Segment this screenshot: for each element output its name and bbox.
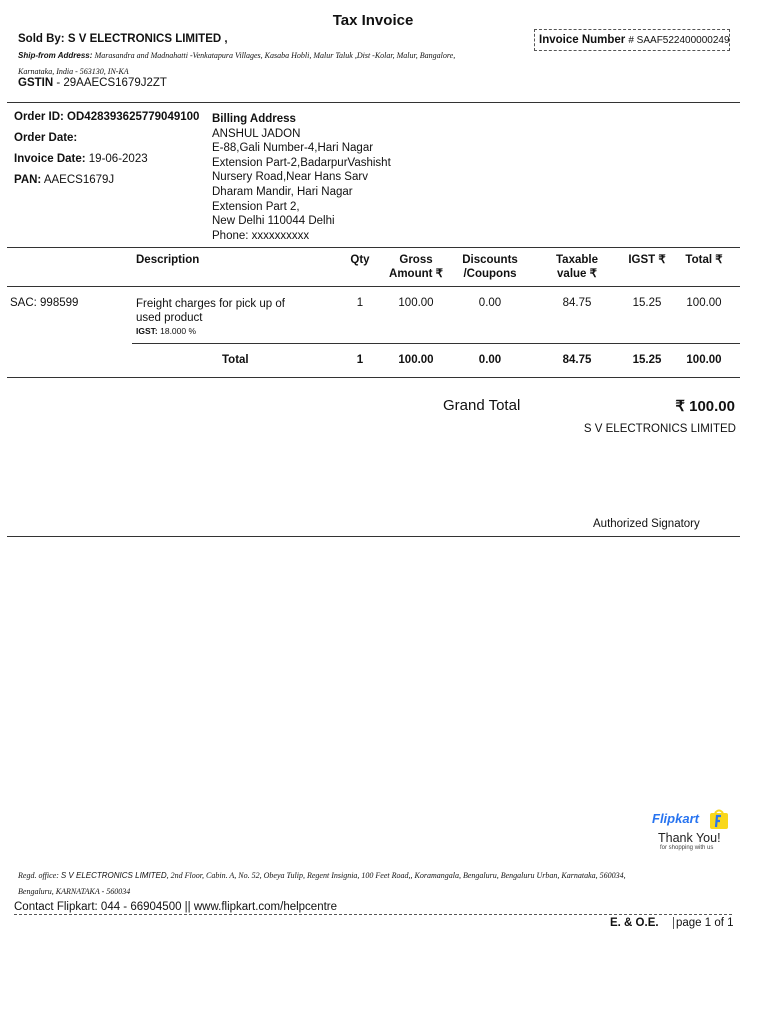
gstin xyxy=(18,77,167,89)
totals-gross: 100.00 xyxy=(398,354,434,366)
registered-office xyxy=(18,868,738,900)
col-header-gross-line2: Amount ₹ xyxy=(389,268,443,280)
billing-line: Phone: xxxxxxxxxx xyxy=(212,229,310,242)
flipkart-bag-icon xyxy=(708,808,730,830)
totals-total: 100.00 xyxy=(686,354,722,366)
order-id-label: Order ID: xyxy=(14,111,64,123)
col-header-discounts xyxy=(452,253,528,281)
totals-igst: 15.25 xyxy=(632,354,662,366)
authorized-signatory: Authorized Signatory xyxy=(593,518,700,530)
col-header-qty: Qty xyxy=(350,254,370,266)
order-id-value: OD428393625779049100 xyxy=(67,111,200,123)
totals-discount: 0.00 xyxy=(478,354,502,366)
pan-label: PAN: xyxy=(14,174,42,186)
billing-line: New Delhi 110044 Delhi xyxy=(212,215,335,228)
billing-line: ANSHUL JADON xyxy=(212,127,301,140)
pan xyxy=(14,174,114,186)
col-header-taxable-line2: value ₹ xyxy=(557,268,597,280)
item-description-line2: used product xyxy=(136,312,203,324)
col-header-discounts-line1: Discounts xyxy=(462,254,518,266)
invoice-date-value: 19-06-2023 xyxy=(88,153,148,165)
col-header-gross-line1: Gross xyxy=(399,254,433,266)
regd-line2: Bengaluru, KARNATAKA - 560034 xyxy=(18,887,131,896)
seller-name: S V ELECTRONICS LIMITED , xyxy=(67,33,228,45)
billing-line: Nursery Road,Near Hans Sarv xyxy=(212,171,368,184)
seller-company: S V ELECTRONICS LIMITED xyxy=(583,423,736,435)
invoice-date-label: Invoice Date: xyxy=(14,153,86,165)
billing-heading: Billing Address xyxy=(212,113,296,125)
col-header-taxable-line1: Taxable xyxy=(556,254,598,266)
flipkart-logo-text: Flipkart xyxy=(652,811,699,826)
totals-label: Total xyxy=(222,354,249,366)
col-header-taxable xyxy=(540,253,614,281)
divider xyxy=(7,536,740,537)
invoice-number-label: Invoice Number xyxy=(539,34,626,46)
contact-flipkart: Contact Flipkart: 044 - 66904500 || www.flipkart.com/helpcentre xyxy=(14,901,338,913)
thank-you: Thank You! xyxy=(658,831,721,845)
billing-address xyxy=(212,112,391,243)
divider xyxy=(7,247,740,248)
igst-rate xyxy=(136,325,285,337)
totals-taxable: 84.75 xyxy=(562,354,592,366)
igst-rate-label: IGST: xyxy=(136,326,158,336)
billing-line: Extension Part-2,BadarpurVashisht xyxy=(212,156,391,169)
page-number: page 1 of 1 xyxy=(673,917,734,929)
col-header-gross xyxy=(380,253,452,281)
sold-by-label: Sold By: xyxy=(18,33,65,45)
invoice-number-value: # SAAF522400000249 xyxy=(628,35,730,46)
item-description-line1: Freight charges for pick up of xyxy=(136,298,285,310)
ship-from-address xyxy=(18,48,528,80)
billing-line: Extension Part 2, xyxy=(212,200,300,213)
order-date-label: Order Date: xyxy=(14,132,78,144)
igst-rate-value: 18.000 % xyxy=(160,326,197,336)
eoe: E. & O.E. xyxy=(610,917,659,929)
item-total: 100.00 xyxy=(686,297,722,309)
invoice-date xyxy=(14,153,148,165)
col-header-igst: IGST ₹ xyxy=(628,254,666,266)
thank-you-sub: for shopping with us xyxy=(660,845,714,851)
invoice-title: Tax Invoice xyxy=(332,12,414,29)
billing-line: E-88,Gali Number-4,Hari Nagar xyxy=(212,142,374,155)
item-taxable: 84.75 xyxy=(562,297,592,309)
totals-qty: 1 xyxy=(356,354,364,366)
col-header-discounts-line2: /Coupons xyxy=(463,268,517,280)
col-header-total: Total ₹ xyxy=(685,254,723,266)
item-qty: 1 xyxy=(356,297,364,309)
ship-from-line1: Marasandra and Madnahatti -Venkatapura Villages, Kasaba Hobli, Malur Taluk ,Dist -Kolar, Malur, Bangalore, xyxy=(94,51,456,60)
regd-label: Regd. office: xyxy=(18,871,59,880)
billing-line: Dharam Mandir, Hari Nagar xyxy=(212,185,353,198)
ship-from-label: Ship-from Address: xyxy=(18,51,93,60)
divider xyxy=(132,343,740,344)
ship-from-line2: Karnataka, India - 563130, IN-KA xyxy=(18,67,129,76)
grand-total-label: Grand Total xyxy=(443,397,521,414)
grand-total-value: ₹ 100.00 xyxy=(675,398,735,415)
item-description xyxy=(136,297,285,337)
regd-company: S V ELECTRONICS LIMITED xyxy=(60,871,167,880)
gstin-label: GSTIN xyxy=(18,77,54,89)
order-id xyxy=(14,111,199,123)
sac-code: SAC: 998599 xyxy=(10,297,79,309)
divider xyxy=(7,377,740,378)
item-igst: 15.25 xyxy=(632,297,662,309)
sold-by xyxy=(18,33,228,45)
pan-value: AAECS1679J xyxy=(43,174,115,186)
divider xyxy=(7,286,740,287)
invoice-number-box xyxy=(534,29,730,51)
flipkart-branding xyxy=(652,810,732,828)
regd-line1: , 2nd Floor, Cabin. A, No. 52, Obeya Tulip, Regent Insignia, 100 Feet Road,, Koramangala, Bengaluru, Bengaluru Urban, Karnataka, 560034, xyxy=(166,871,626,880)
divider xyxy=(7,102,740,103)
col-header-description: Description xyxy=(136,254,200,266)
divider xyxy=(14,914,732,915)
gstin-value: - 29AAECS1679J2ZT xyxy=(56,77,167,89)
item-gross: 100.00 xyxy=(398,297,434,309)
item-discount: 0.00 xyxy=(478,297,502,309)
